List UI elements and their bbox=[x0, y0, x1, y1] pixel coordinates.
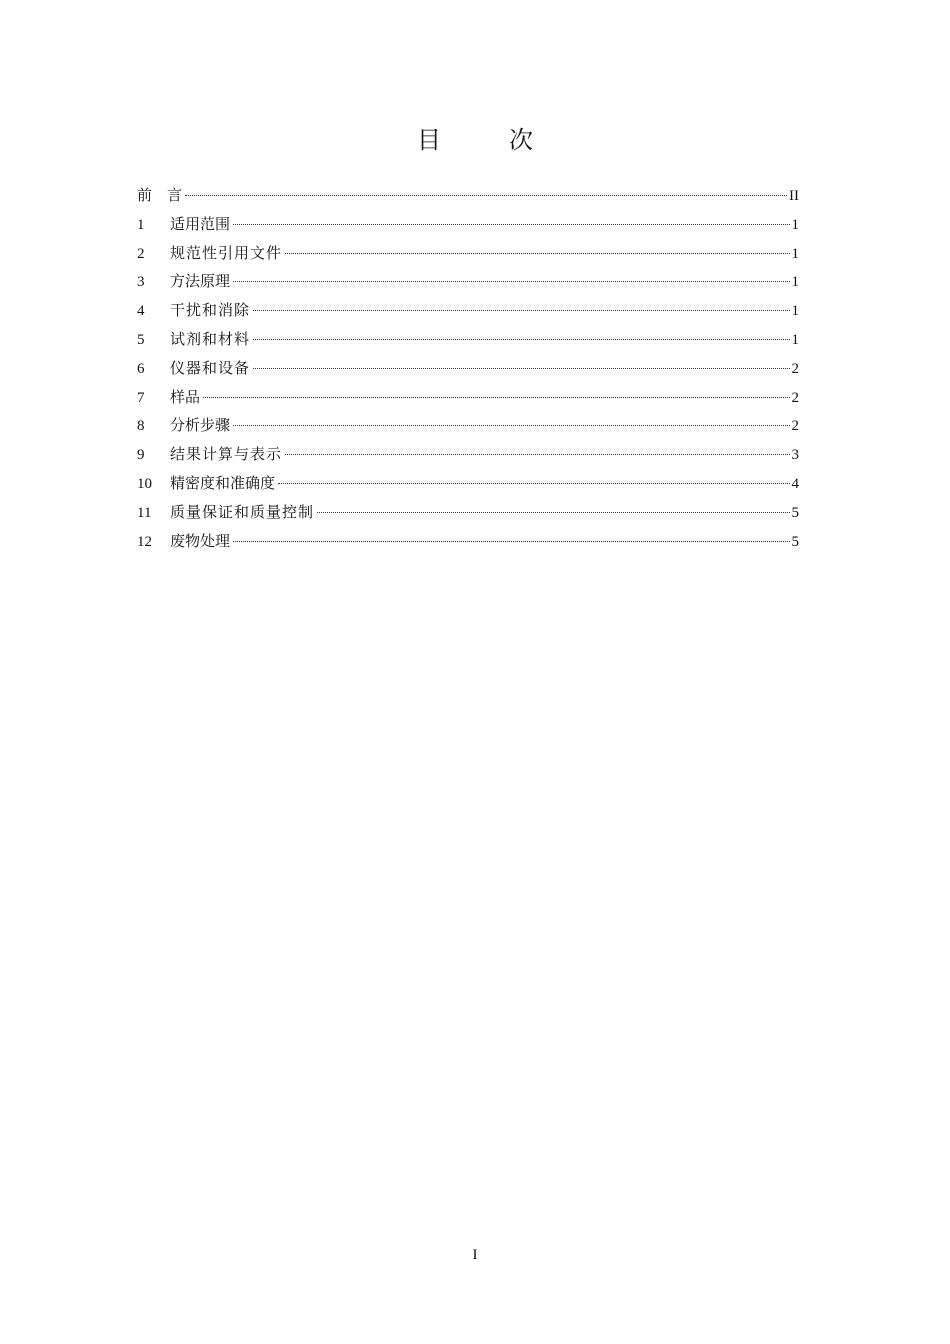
toc-entry-number: 6 bbox=[137, 360, 145, 377]
toc-entry[interactable] bbox=[137, 527, 799, 556]
toc-entry-label: 方法原理 bbox=[170, 272, 231, 291]
toc-entry-page: 2 bbox=[791, 389, 799, 406]
toc-entry-page: 1 bbox=[791, 216, 799, 233]
toc-entry-page: 1 bbox=[791, 274, 799, 291]
toc-entry[interactable] bbox=[137, 383, 799, 412]
toc-dot-leader bbox=[317, 512, 789, 513]
toc-dot-leader bbox=[285, 454, 789, 455]
page-title: 目 次 bbox=[417, 126, 555, 154]
toc-entry-number: 3 bbox=[137, 274, 145, 291]
toc-entry[interactable] bbox=[137, 469, 799, 498]
toc-entry-page: 5 bbox=[791, 533, 799, 550]
toc-entry-number: 4 bbox=[137, 303, 145, 320]
toc-dot-leader bbox=[233, 224, 789, 225]
toc-dot-leader bbox=[278, 483, 789, 484]
toc-entry-label: 仪器和设备 bbox=[170, 358, 251, 377]
toc-entry-number: 1 bbox=[137, 216, 145, 233]
toc-dot-leader bbox=[203, 397, 789, 398]
toc-entry[interactable] bbox=[137, 411, 799, 440]
toc-entry-number: 10 bbox=[137, 475, 152, 492]
toc-entry-foreword[interactable] bbox=[137, 181, 799, 210]
toc-entry-page: 2 bbox=[791, 360, 799, 377]
toc-entry[interactable] bbox=[137, 210, 799, 239]
toc-entry-page: 1 bbox=[791, 303, 799, 320]
toc-dot-leader bbox=[233, 425, 789, 426]
toc-entry-page: 5 bbox=[791, 504, 799, 521]
toc-dot-leader bbox=[233, 541, 789, 542]
toc-entry-label: 前 言 bbox=[137, 186, 183, 204]
toc-entry-label: 试剂和材料 bbox=[170, 329, 251, 348]
toc-dot-leader bbox=[253, 339, 789, 340]
toc-entry-label: 精密度和准确度 bbox=[170, 473, 276, 492]
toc-dot-leader bbox=[285, 253, 789, 254]
toc-entry[interactable] bbox=[137, 354, 799, 383]
toc-entry-number: 11 bbox=[137, 504, 152, 521]
toc-entry-page: 1 bbox=[791, 245, 799, 262]
toc-entry-number: 9 bbox=[137, 447, 145, 464]
toc-entry-label: 质量保证和质量控制 bbox=[170, 502, 315, 521]
toc-entry-label: 规范性引用文件 bbox=[170, 243, 283, 262]
toc-entry-page: 4 bbox=[791, 475, 799, 492]
toc-entry-page: 3 bbox=[791, 447, 799, 464]
toc-entry-number: 5 bbox=[137, 331, 145, 348]
toc-entry[interactable] bbox=[137, 239, 799, 268]
toc-entry[interactable] bbox=[137, 498, 799, 527]
toc-dot-leader bbox=[253, 310, 789, 311]
toc-entry[interactable] bbox=[137, 325, 799, 354]
table-of-contents bbox=[137, 181, 799, 555]
toc-entry-label: 干扰和消除 bbox=[170, 301, 251, 320]
toc-entry-label: 结果计算与表示 bbox=[170, 445, 283, 464]
toc-entry-page: II bbox=[789, 188, 799, 204]
toc-entry[interactable] bbox=[137, 267, 799, 296]
toc-entry-number: 12 bbox=[137, 533, 152, 550]
toc-dot-leader bbox=[253, 368, 789, 369]
toc-dot-leader bbox=[233, 281, 789, 282]
toc-entry[interactable] bbox=[137, 440, 799, 469]
page-number: I bbox=[472, 1247, 478, 1263]
toc-entry-label: 分析步骤 bbox=[170, 416, 231, 435]
toc-entry-number: 8 bbox=[137, 418, 145, 435]
toc-entry-label: 适用范围 bbox=[170, 214, 231, 233]
toc-entry[interactable] bbox=[137, 296, 799, 325]
toc-entry-number: 7 bbox=[137, 389, 145, 406]
toc-entry-page: 1 bbox=[791, 331, 799, 348]
toc-entry-number: 2 bbox=[137, 245, 145, 262]
toc-dot-leader bbox=[185, 195, 787, 196]
toc-entry-page: 2 bbox=[791, 418, 799, 435]
toc-entry-label: 样品 bbox=[170, 387, 201, 406]
toc-entry-label: 废物处理 bbox=[170, 531, 231, 550]
